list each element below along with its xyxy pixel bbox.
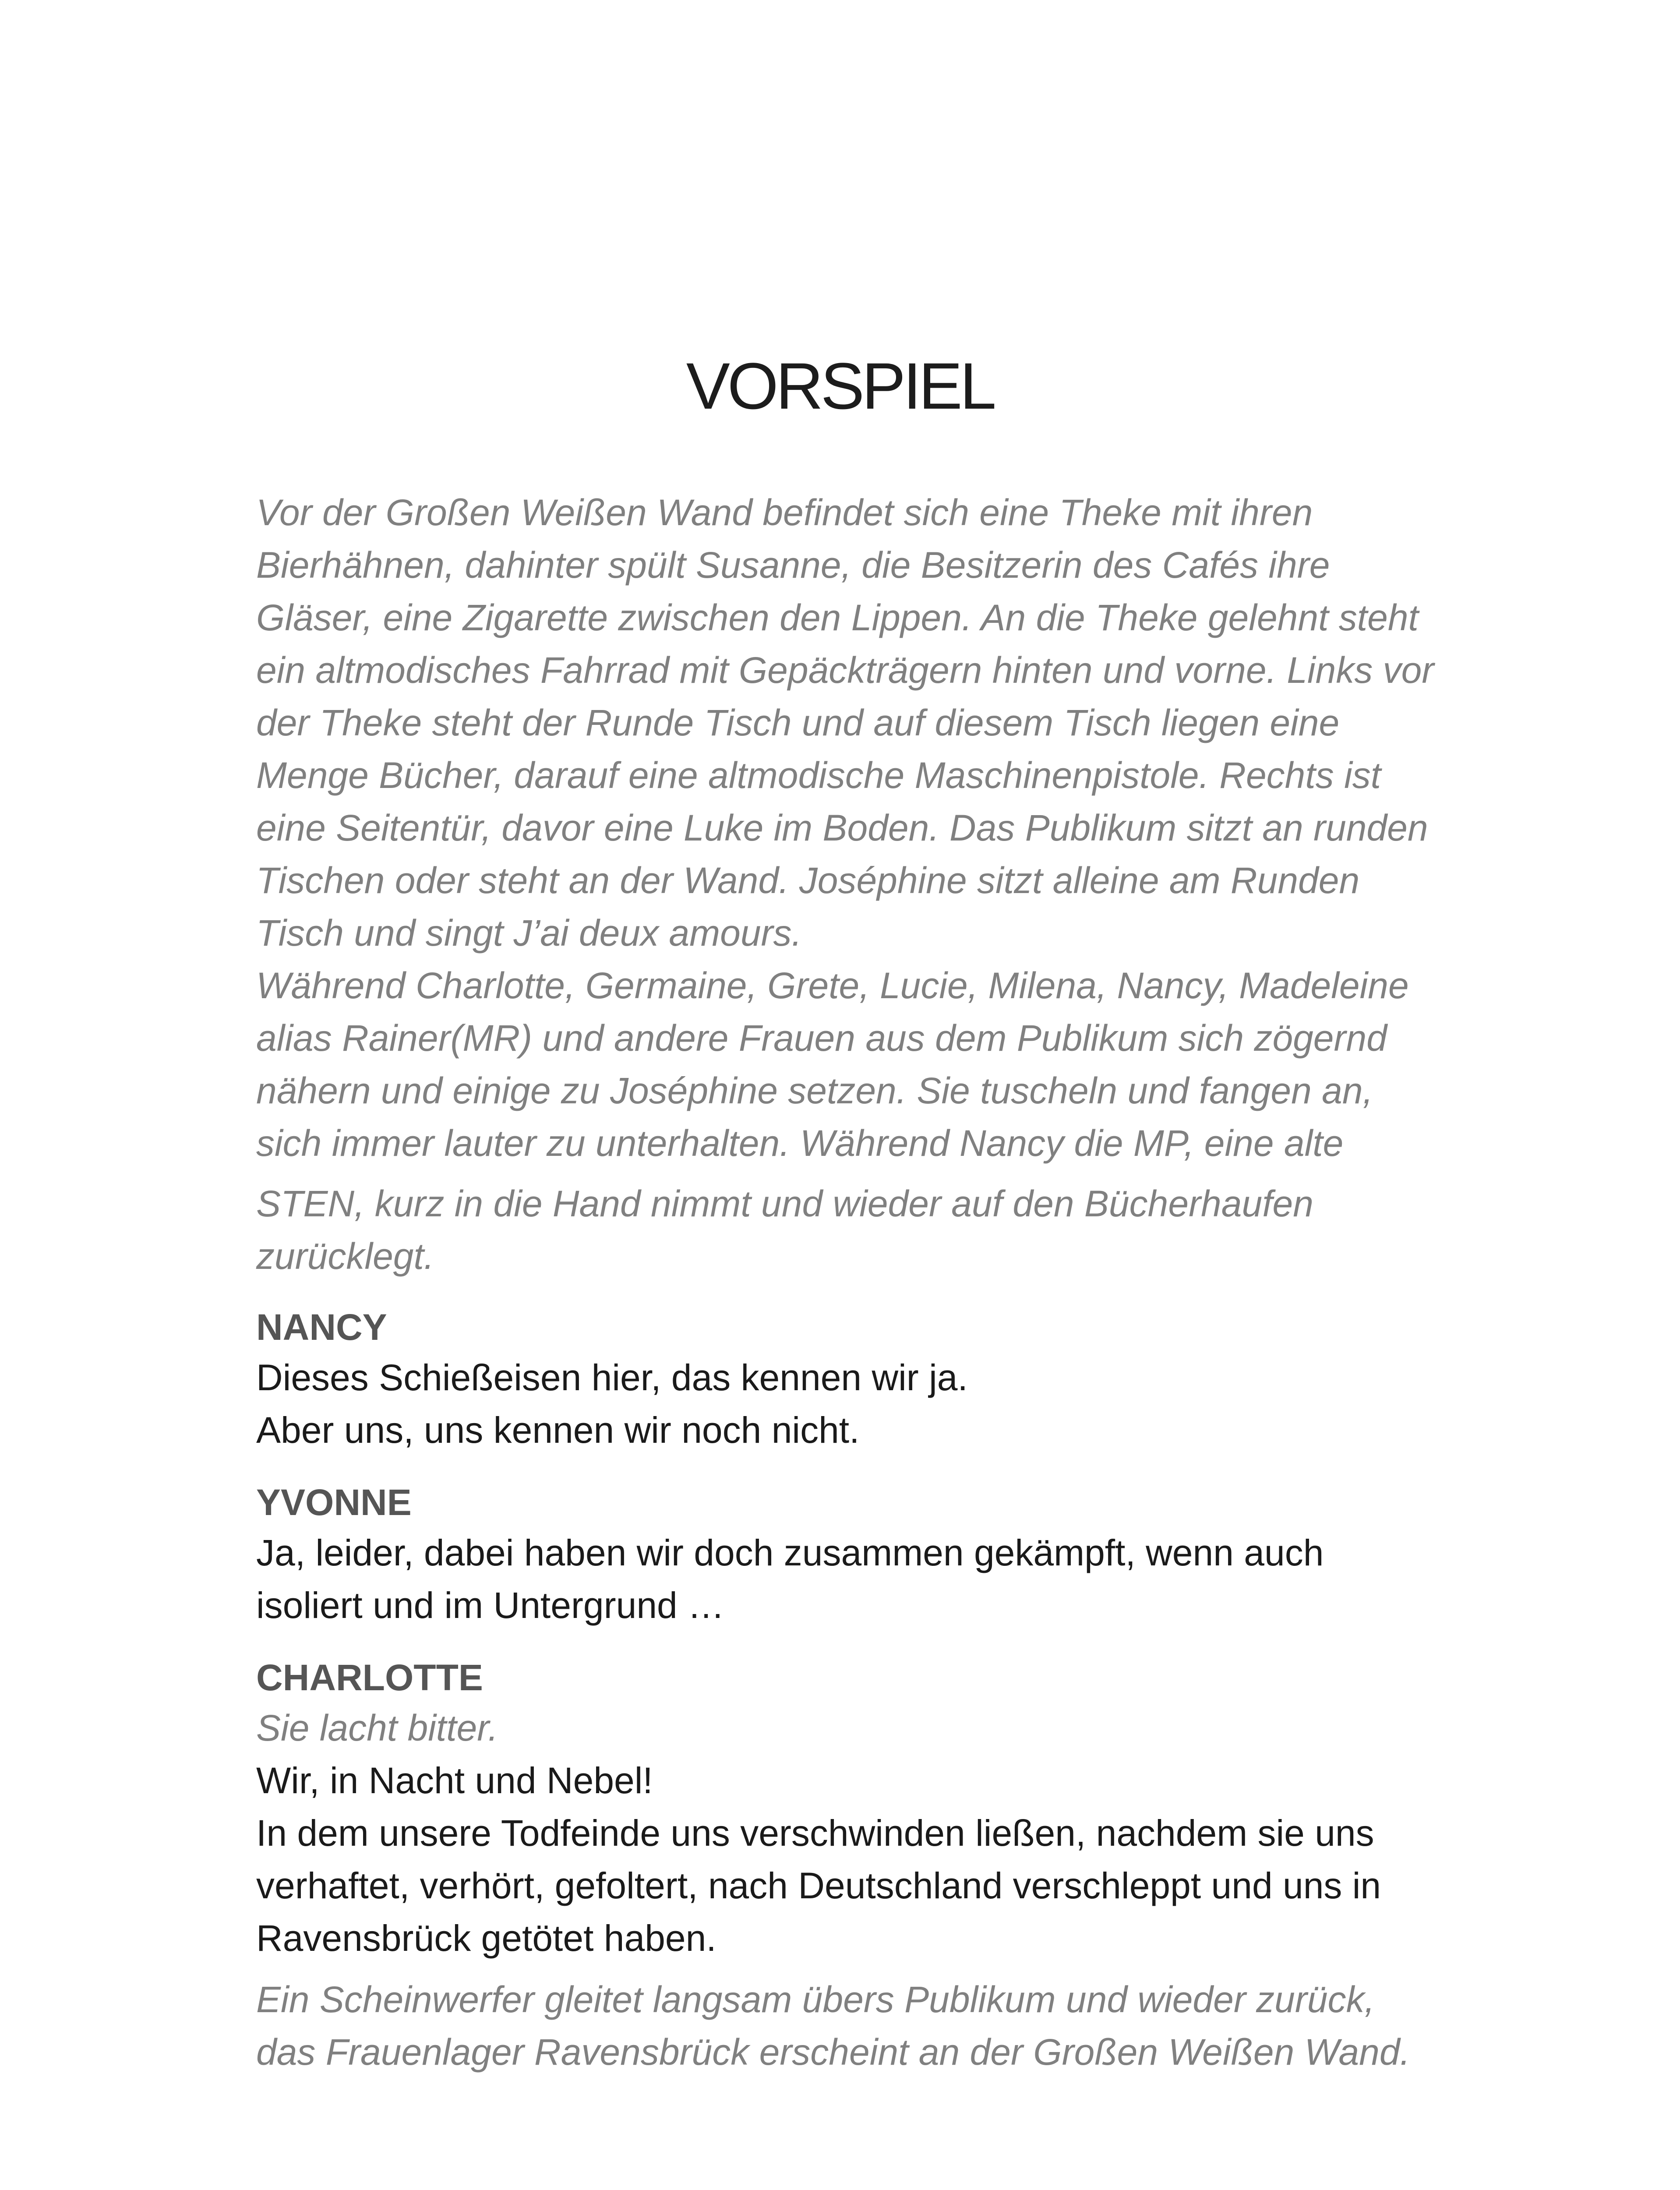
dialogue-line: Dieses Schießeisen hier, das kennen wir ja.	[256, 1357, 968, 1398]
stage-direction-line: ein altmodisches Fahrrad mit Gepäckträgern hinten und vorne. Links vor	[256, 650, 1434, 691]
dialogue-line: isoliert und im Untergrund …	[256, 1585, 725, 1626]
stage-direction-line: Tisch und singt J’ai deux amours.	[256, 912, 802, 954]
stage-direction-line: Menge Bücher, darauf eine altmodische Maschinenpistole. Rechts ist	[256, 755, 1381, 796]
stage-direction-line: eine Seitentür, davor eine Luke im Boden. Das Publikum sitzt an runden	[256, 807, 1428, 848]
stage-direction-line: Tischen oder steht an der Wand. Joséphine sitzt alleine am Runden	[256, 860, 1360, 901]
stage-direction-line: Ein Scheinwerfer gleitet langsam übers Publikum und wieder zurück,	[256, 1979, 1375, 2020]
stage-direction-line: zurücklegt.	[256, 1236, 434, 1277]
stage-direction-line: Vor der Großen Weißen Wand befindet sich eine Theke mit ihren	[256, 492, 1313, 533]
dialogue-line: Aber uns, uns kennen wir noch nicht.	[256, 1409, 860, 1451]
speech-charlotte	[256, 1754, 1526, 1964]
stage-direction-line: STEN, kurz in die Hand nimmt und wieder auf den Bücherhaufen	[256, 1183, 1313, 1224]
stage-direction-line: alias Rainer(MR) und andere Frauen aus dem Publikum sich zögernd	[256, 1017, 1387, 1059]
intro-stage-direction	[256, 486, 1526, 1282]
dialogue-line: Wir, in Nacht und Nebel!	[256, 1760, 653, 1801]
page-title: VORSPIEL	[686, 349, 994, 423]
dialogue-line: Ravensbrück getötet haben.	[256, 1918, 716, 1959]
stage-direction-line: Gläser, eine Zigarette zwischen den Lippen. An die Theke gelehnt steht	[256, 597, 1419, 638]
stage-direction-line: Bierhähnen, dahinter spült Susanne, die Besitzerin des Cafés ihre	[256, 544, 1330, 586]
speaker-nancy: NANCY	[256, 1307, 387, 1348]
stage-direction-line: Sie lacht bitter.	[256, 1707, 498, 1748]
dialogue-line: Ja, leider, dabei haben wir doch zusammen gekämpft, wenn auch	[256, 1532, 1324, 1573]
stage-direction-line: das Frauenlager Ravensbrück erscheint an der Großen Weißen Wand.	[256, 2031, 1410, 2073]
speech-nancy	[256, 1351, 1526, 1456]
speaker-yvonne: YVONNE	[256, 1482, 412, 1523]
speaker-charlotte: CHARLOTTE	[256, 1657, 483, 1698]
stage-direction-line: nähern und einige zu Joséphine setzen. Sie tuscheln und fangen an,	[256, 1070, 1373, 1111]
dialogue-line: In dem unsere Todfeinde uns verschwinden ließen, nachdem sie uns	[256, 1812, 1374, 1854]
dialogue-line: verhaftet, verhört, gefoltert, nach Deutschland verschleppt und uns in	[256, 1865, 1381, 1906]
speech-yvonne	[256, 1526, 1526, 1632]
stage-direction-line: der Theke steht der Runde Tisch und auf diesem Tisch liegen eine	[256, 702, 1340, 743]
stage-direction-line: Während Charlotte, Germaine, Grete, Lucie, Milena, Nancy, Madeleine	[256, 965, 1409, 1006]
closing-stage-direction	[256, 1973, 1526, 2078]
stage-direction-line: sich immer lauter zu unterhalten. Während Nancy die MP, eine alte	[256, 1123, 1344, 1164]
charlotte-direction	[256, 1702, 1526, 1754]
